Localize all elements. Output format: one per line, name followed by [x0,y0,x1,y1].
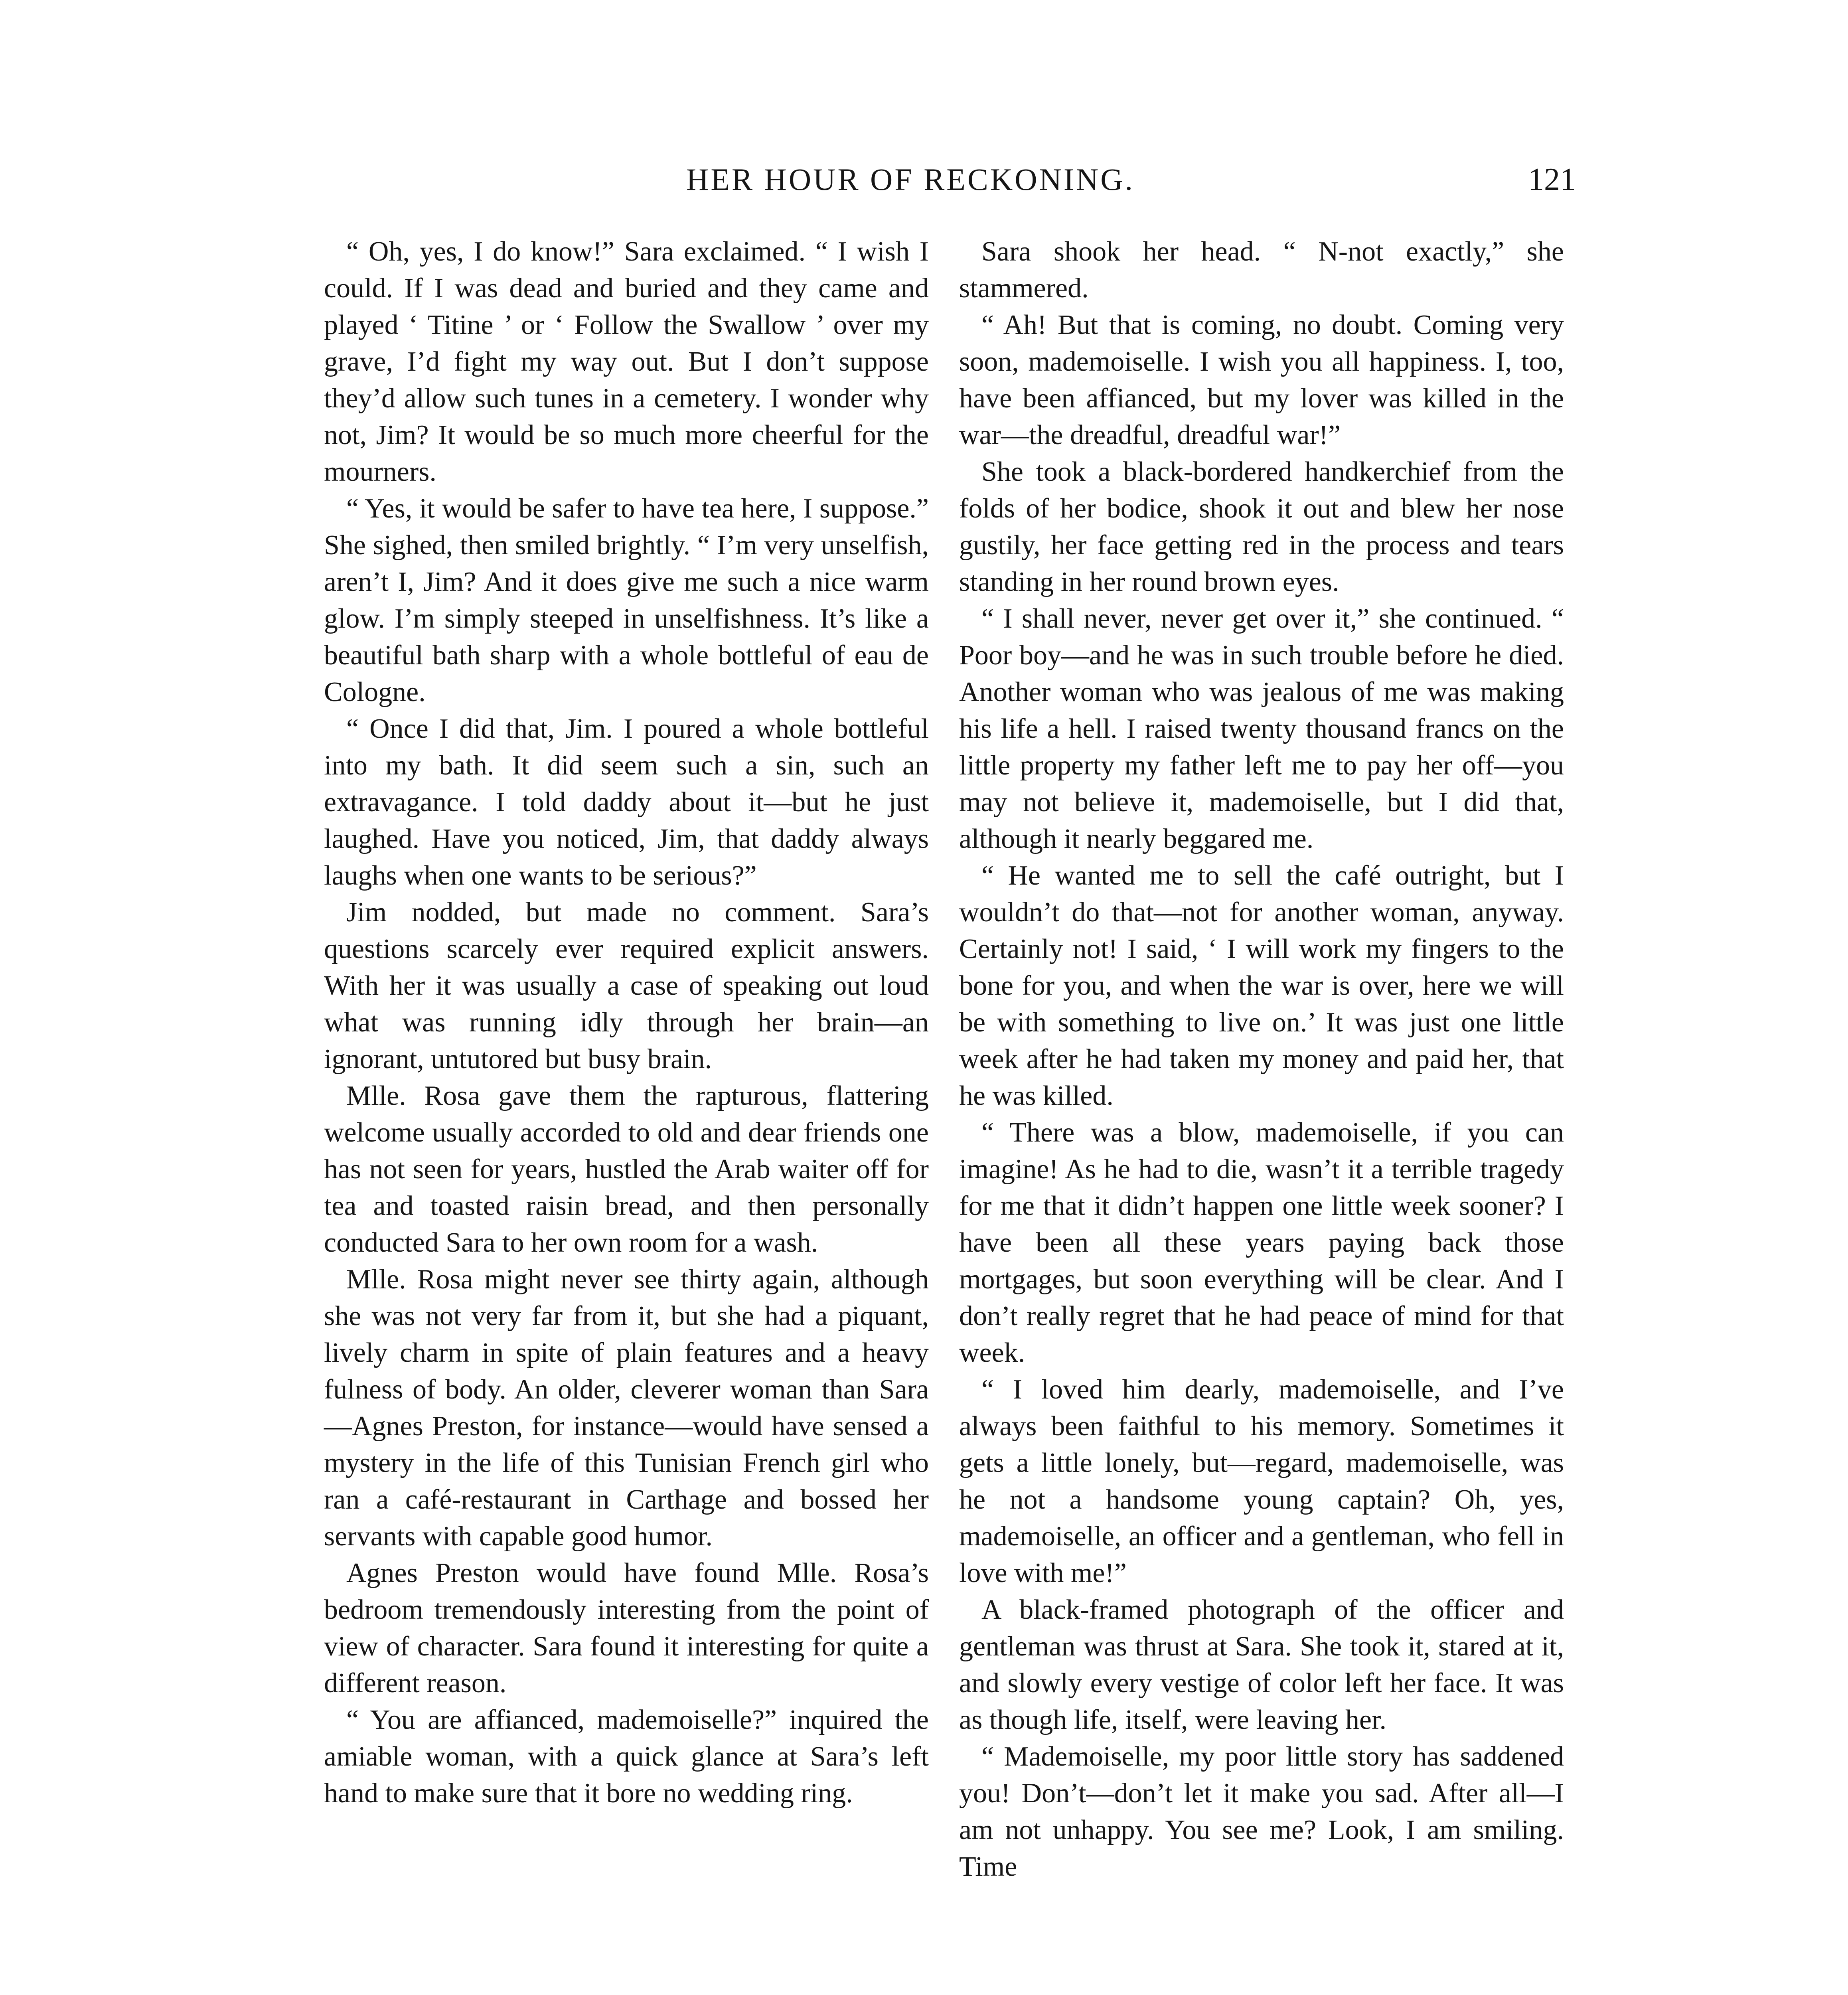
paragraph: She took a black-bordered handkerchief from the folds of her bodice, shook it out and blew her nose gustily, her face getting red in the process and tears standing in her round brown eyes. [959,456,1564,597]
paragraph: “ There was a blow, mademoiselle, if you can imagine! As he had to die, wasn’t it a terrible tragedy for me that it didn’t happen one little week sooner? I have been all these years paying back those mortgages, but soon everything will be clear. And I don’t really regret that he had peace of mind for that week. [959,1117,1564,1368]
page-number: 121 [1528,162,1576,197]
paragraph: “ Ah! But that is coming, no doubt. Coming very soon, mademoiselle. I wish you all happiness. I, too, have been affianced, but my lover was killed in the war—the dreadful, dreadful war!” [959,310,1564,450]
paragraph: “ He wanted me to sell the café outright, but I wouldn’t do that—not for another woman, anyway. Certainly not! I said, ‘ I will work my fingers to the bone for you, and when the war is over, here we will be with something to live on.’ It was just one little week after he had taken my money and paid her, that he was killed. [959,860,1564,1111]
paragraph: Jim nodded, but made no comment. Sara’s questions scarcely ever required explicit answers. With her it was usually a case of speaking out loud what was running idly through her brain—an ignorant, untutored but busy brain. [324,897,929,1075]
left-column [324,233,929,1812]
running-title: HER HOUR OF RECKONING. [686,162,1135,197]
paragraph: “ I loved him dearly, mademoiselle, and I’ve always been faithful to his memory. Sometimes it gets a little lonely, but—regard, mademoiselle, was he not a handsome young captain? Oh, yes, mademoiselle, an officer and a gentleman, who fell in love with me!” [959,1374,1564,1588]
running-head [0,158,1848,205]
paragraph: “ Yes, it would be safer to have tea here, I suppose.” She sighed, then smiled brightly. “ I’m very unselfish, aren’t I, Jim? And it does give me such a nice warm glow. I’m simply steeped in unselfishness. It’s like a beautiful bath sharp with a whole bottleful of eau de Cologne. [324,493,929,707]
right-column [959,233,1564,1885]
paragraph: Sara shook her head. “ N-not exactly,” she stammered. [959,236,1564,304]
paragraph: “ Mademoiselle, my poor little story has saddened you! Don’t—don’t let it make you sad. After all—I am not unhappy. You see me? Look, I am smiling. Time [959,1741,1564,1882]
paragraph: “ You are affianced, mademoiselle?” inquired the amiable woman, with a quick glance at Sara’s left hand to make sure that it bore no wedding ring. [324,1705,929,1809]
paragraph: Mlle. Rosa might never see thirty again, although she was not very far from it, but she had a piquant, lively charm in spite of plain features and a heavy fulness of body. An older, cleverer woman than Sara—Agnes Preston, for instance—would have sensed a mystery in the life of this Tunisian French girl who ran a café-restaurant in Carthage and bossed her servants with capable good humor. [324,1264,929,1552]
paragraph: Agnes Preston would have found Mlle. Rosa’s bedroom tremendously interesting from the point of view of character. Sara found it interesting for quite a different reason. [324,1558,929,1699]
paragraph: “ Oh, yes, I do know!” Sara exclaimed. “ I wish I could. If I was dead and buried and they came and played ‘ Titine ’ or ‘ Follow the Swallow ’ over my grave, I’d fight my way out. But I don’t suppose they’d allow such tunes in a cemetery. I wonder why not, Jim? It would be so much more cheerful for the mourners. [324,236,929,487]
paragraph: “ I shall never, never get over it,” she continued. “ Poor boy—and he was in such trouble before he died. Another woman who was jealous of me was making his life a hell. I raised twenty thousand francs on the little property my father left me to pay her off—you may not believe it, mademoiselle, but I did that, although it nearly beggared me. [959,603,1564,854]
paragraph: A black-framed photograph of the officer and gentleman was thrust at Sara. She took it, stared at it, and slowly every vestige of color left her face. It was as though life, itself, were leaving her. [959,1594,1564,1735]
paragraph: “ Once I did that, Jim. I poured a whole bottleful into my bath. It did seem such a sin, such an extravagance. I told daddy about it—but he just laughed. Have you noticed, Jim, that daddy always laughs when one wants to be serious?” [324,713,929,891]
paragraph: Mlle. Rosa gave them the rapturous, flattering welcome usually accorded to old and dear friends one has not seen for years, hustled the Arab waiter off for tea and toasted raisin bread, and then personally conducted Sara to her own room for a wash. [324,1080,929,1258]
